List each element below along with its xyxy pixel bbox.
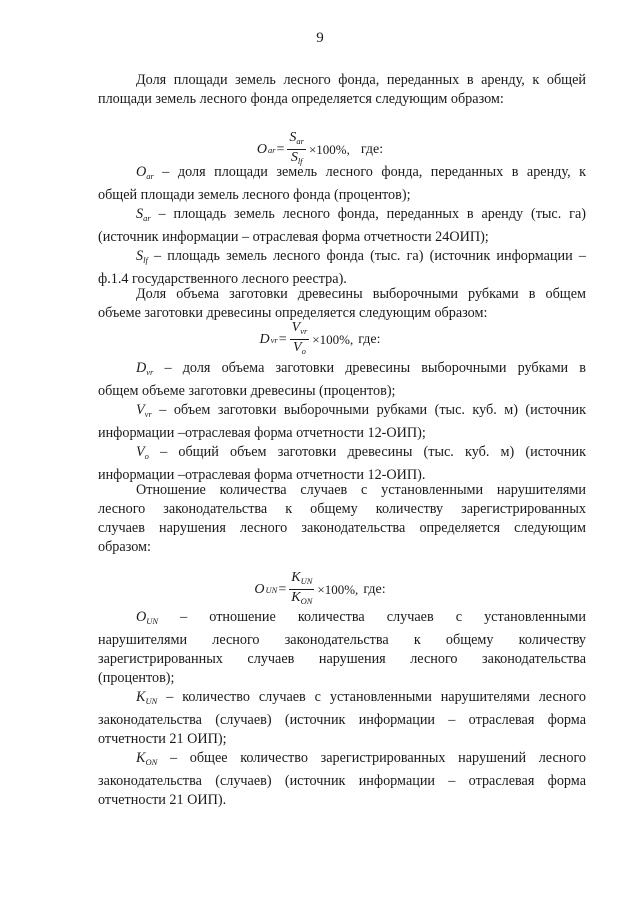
definition-line: общей площади земель лесного фонда (процентов); bbox=[98, 187, 411, 203]
definition-line: $K_{UN}$ – количество случаев с установленными нарушителями лесного bbox=[136, 689, 586, 706]
section3-intro-line: образом: bbox=[98, 539, 151, 555]
definition-line: информации –отраслевая форма отчетности 12-ОИП). bbox=[98, 467, 426, 483]
section1-definitions bbox=[98, 163, 586, 289]
formula-equals: = bbox=[278, 331, 287, 347]
formula-where: где: bbox=[363, 581, 386, 597]
section3-intro-line: лесного законодательства к общему количеству зарегистрированных bbox=[98, 501, 586, 517]
section2-intro-line: объеме заготовки древесины определяется следующим образом: bbox=[98, 305, 488, 321]
section3-definitions bbox=[98, 608, 586, 810]
section3-intro-line: Отношение количества случаев с установленными нарушителями bbox=[136, 482, 586, 498]
definition-var: D bbox=[136, 360, 147, 376]
definition-var: V bbox=[136, 444, 145, 460]
definition-line: отчетности 21 ОИП); bbox=[98, 731, 227, 747]
section3-intro bbox=[98, 481, 586, 557]
formula-lhs: D bbox=[259, 331, 270, 347]
definition-line: законодательства (случаев) (источник информации – отраслевая форма bbox=[98, 773, 586, 789]
definition-line: $S_{ar}$ – площадь земель лесного фонда, переданных в аренду (тыс. га) bbox=[136, 206, 586, 223]
definition-line: ф.1.4 государственного лесного реестра). bbox=[98, 271, 347, 287]
page-number: 9 bbox=[316, 30, 324, 46]
definition-var: O bbox=[136, 164, 147, 180]
formula-numerator: $V_{vr}$ bbox=[290, 320, 310, 340]
definition-line: информации –отраслевая форма отчетности 12-ОИП); bbox=[98, 425, 426, 441]
definition-line: $O_{UN}$ – отношение количества случаев с установленными bbox=[136, 609, 586, 626]
definition-line: зарегистрированных случаев нарушения лесного законодательства bbox=[98, 651, 586, 667]
formula-multiplier: ×100%, bbox=[317, 581, 359, 597]
section1-intro-line: Доля площади земель лесного фонда, переданных в аренду, к общей bbox=[136, 72, 586, 88]
formula-denominator: $S_{lf}$ bbox=[290, 150, 303, 166]
definition-line: $D_{vr}$ – доля объема заготовки древесины выборочными рубками в bbox=[136, 360, 586, 377]
section2-intro bbox=[98, 285, 586, 323]
section2-intro-line: Доля объема заготовки древесины выборочными рубками в общем bbox=[136, 286, 586, 302]
definition-line: $O_{ar}$ – доля площади земель лесного фонда, переданных в аренду, к bbox=[136, 164, 586, 181]
definition-line: законодательства (случаев) (источник информации – отраслевая форма bbox=[98, 712, 586, 728]
definition-var: O bbox=[136, 609, 147, 625]
definition-line: (источник информации – отраслевая форма отчетности 24ОИП); bbox=[98, 229, 489, 245]
definition-line: нарушителями лесного законодательства к общему количеству bbox=[98, 632, 586, 648]
formula-oun bbox=[0, 570, 640, 609]
section1-intro bbox=[98, 71, 586, 109]
definition-var: K bbox=[136, 689, 146, 705]
formula-lhs: O bbox=[254, 581, 265, 597]
formula-where: где: bbox=[360, 141, 384, 157]
formula-lhs: O bbox=[256, 141, 267, 157]
definition-var: K bbox=[136, 750, 146, 766]
formula-equals: = bbox=[276, 141, 285, 157]
formula-multiplier: ×100%, bbox=[312, 331, 354, 347]
formula-fraction bbox=[290, 320, 310, 359]
formula-lhs-sub: UN bbox=[265, 584, 278, 595]
section1-intro-line: площади земель лесного фонда определяется следующим образом: bbox=[98, 91, 504, 107]
formula-multiplier: ×100%, bbox=[308, 141, 350, 157]
formula-fraction bbox=[289, 570, 314, 609]
formula-equals: = bbox=[278, 581, 287, 597]
formula-numerator: $K_{UN}$ bbox=[289, 570, 314, 590]
definition-var: S bbox=[136, 206, 144, 222]
definition-line: (процентов); bbox=[98, 670, 175, 686]
formula-numerator: $S_{ar}$ bbox=[287, 130, 306, 150]
formula-lhs-sub: ar bbox=[267, 144, 276, 155]
formula-denominator: $K_{ON}$ bbox=[291, 590, 313, 606]
formula-lhs-sub: vr bbox=[270, 334, 278, 345]
formula-dvr bbox=[0, 320, 640, 359]
definition-line: $V_o$ – общий объем заготовки древесины (тыс. куб. м) (источник bbox=[136, 444, 586, 461]
definition-var: S bbox=[136, 248, 144, 264]
definition-line: $K_{ON}$ – общее количество зарегистрированных нарушений лесного bbox=[136, 750, 586, 767]
definition-line: общем объеме заготовки древесины (процентов); bbox=[98, 383, 396, 399]
definition-line: $V_{vr}$ – объем заготовки выборочными рубками (тыс. куб. м) (источник bbox=[136, 402, 586, 419]
section3-intro-line: случаев нарушения лесного законодательства определяется следующим bbox=[98, 520, 586, 536]
definition-var: V bbox=[136, 402, 145, 418]
formula-denominator: $V_o$ bbox=[293, 340, 306, 356]
section2-definitions bbox=[98, 359, 586, 485]
definition-line: отчетности 21 ОИП). bbox=[98, 792, 227, 808]
formula-where: где: bbox=[358, 331, 381, 347]
definition-line: $S_{lf}$ – площадь земель лесного фонда (тыс. га) (источник информации – bbox=[136, 248, 586, 265]
